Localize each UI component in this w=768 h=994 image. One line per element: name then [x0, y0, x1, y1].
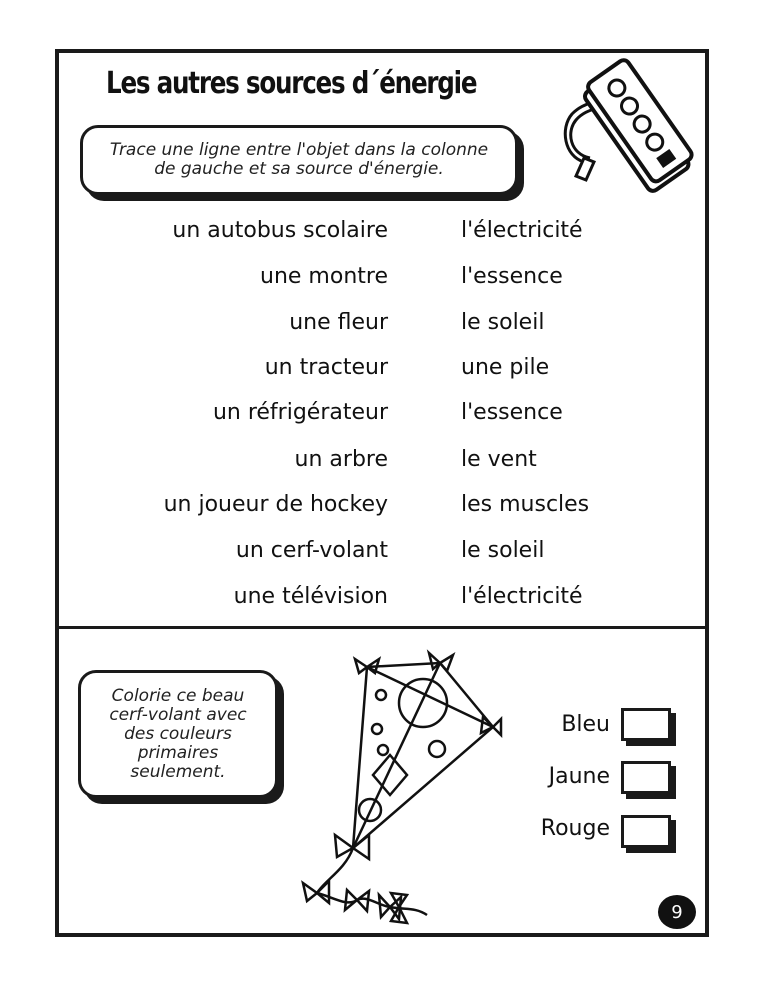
- instruction-bubble: [80, 125, 518, 195]
- left-item: une télévision: [233, 584, 388, 609]
- left-item: un joueur de hockey: [163, 492, 388, 517]
- kite-icon: [295, 645, 510, 940]
- coloring-line: cerf-volant avec: [109, 704, 247, 725]
- section-divider: [55, 626, 709, 629]
- coloring-line: des couleurs: [124, 723, 232, 744]
- color-box-bleu[interactable]: [621, 708, 671, 741]
- coloring-line: primaires: [137, 742, 219, 763]
- left-item: un autobus scolaire: [172, 218, 388, 243]
- left-item: un cerf-volant: [235, 538, 388, 563]
- power-strip-icon: [560, 58, 698, 196]
- color-label-rouge: Rouge: [540, 816, 610, 841]
- left-item: un tracteur: [264, 355, 388, 380]
- right-item: l'électricité: [461, 584, 583, 609]
- instruction-text: Trace une ligne entre l'objet dans la colonne de gauche et sa source d'énergie.: [109, 140, 489, 179]
- left-item: une fleur: [289, 310, 388, 335]
- right-item: l'électricité: [461, 218, 583, 243]
- page-number: 9: [658, 895, 696, 929]
- right-item: le soleil: [461, 538, 545, 563]
- color-label-jaune: Jaune: [548, 764, 610, 789]
- right-item: le soleil: [461, 310, 545, 335]
- coloring-bubble: [78, 670, 278, 798]
- right-item: le vent: [461, 447, 537, 472]
- coloring-line: Colorie ce beau: [111, 685, 245, 706]
- left-item: une montre: [260, 264, 388, 289]
- color-box-jaune[interactable]: [621, 761, 671, 794]
- right-item: une pile: [461, 355, 550, 380]
- left-item: un réfrigérateur: [212, 400, 388, 425]
- color-label-bleu: Bleu: [561, 712, 610, 737]
- left-item: un arbre: [294, 447, 388, 472]
- color-box-rouge[interactable]: [621, 815, 671, 848]
- right-item: les muscles: [461, 492, 590, 517]
- coloring-line: seulement.: [130, 761, 226, 782]
- right-item: l'essence: [461, 400, 563, 425]
- right-item: l'essence: [461, 264, 563, 289]
- page-title: Les autres sources d´énergie: [106, 66, 477, 101]
